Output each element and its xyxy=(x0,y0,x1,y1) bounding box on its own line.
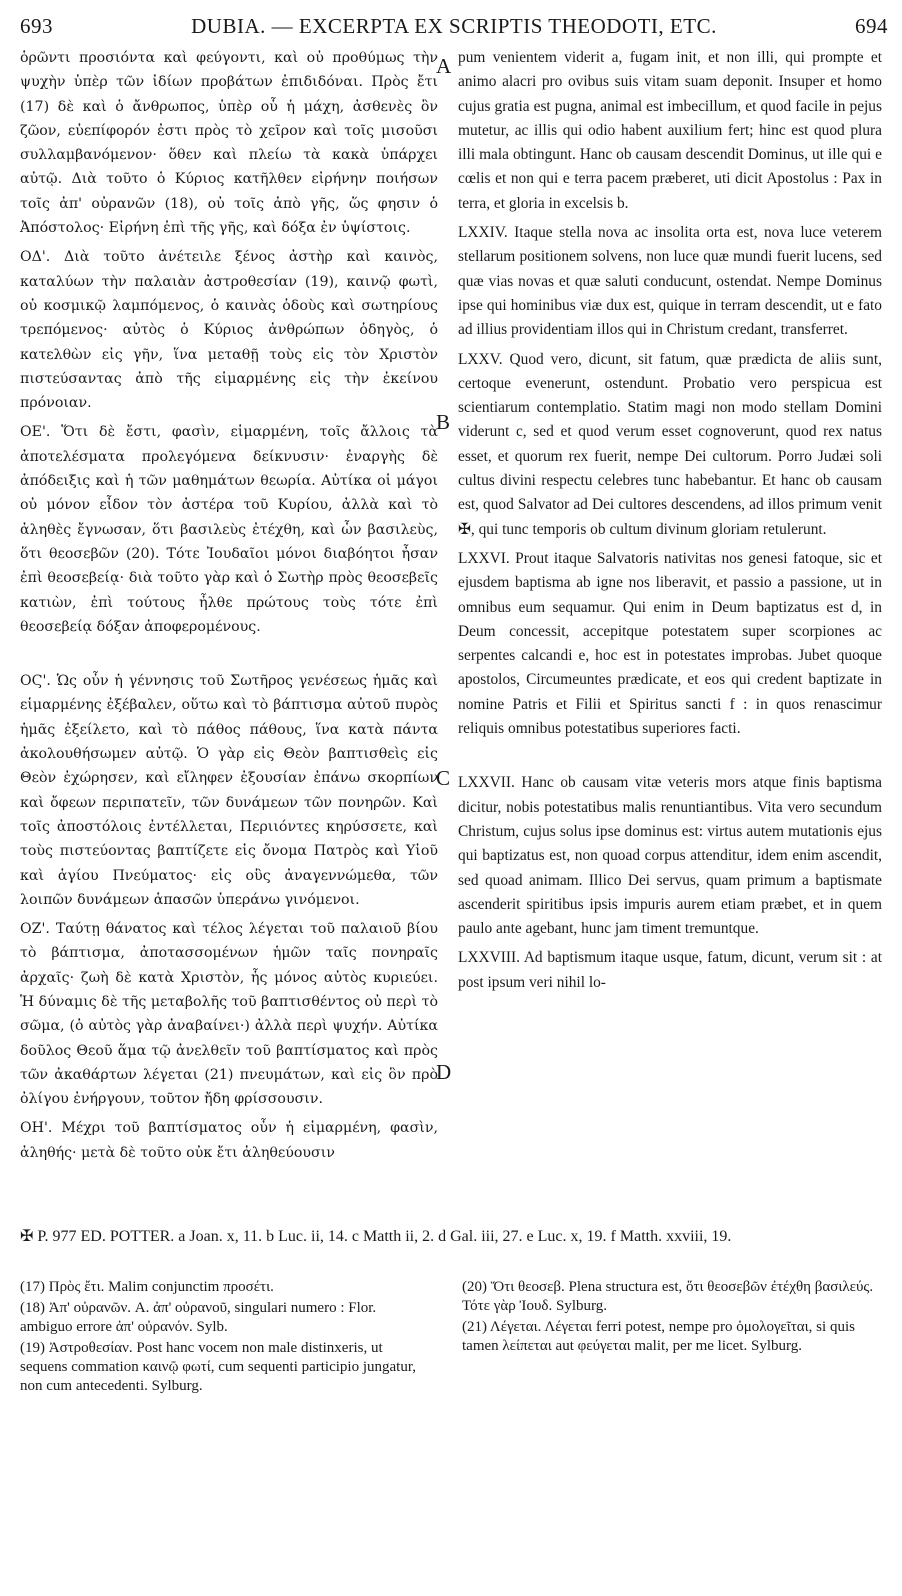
critical-notes-right xyxy=(462,1278,882,1358)
greek-paragraph: ΟΖ'. Ταύτῃ θάνατος καὶ τέλος λέγεται τοῦ παλαιοῦ βίου τὸ βάπτισμα, ἀποτασσομένων ἡμῶν ταῖς πονηραῖς ἀρχαῖς· ζωὴ δὲ κατὰ Χριστὸν, ἧς μόνος αὐτὸς κυριεύει. Ἡ δύναμις δὲ τῆς μεταβολῆς τοῦ βαπτισθέντος οὐ περὶ τὸ σῶμα, (ὁ αὐτὸς γὰρ ἀναβαίνει·) ἀλλὰ περὶ ψυχήν. Αὐτίκα δοῦλος Θεοῦ ἅμα τῷ ἀνελθεῖν τοῦ βαπτίσματος καὶ πρὸς τῶν ἀκαθάρτων λέγεται (21) πνευμάτων, καὶ εἰς ὃν πρὸ ὀλίγου ἐνήργουν, τοῦτον ἤδη φρίσσουσιν. xyxy=(20,921,438,1108)
greek-paragraph: ὁρῶντι προσιόντα καὶ φεύγοντι, καὶ οὐ προθύμως τὴν ψυχὴν ὑπὲρ τῶν ἰδίων προβάτων ἐπιδιδόναι. Πρὸς ἔτι (17) δὲ καὶ ὁ ἄνθρωπος, ὑπὲρ οὗ ἡ μάχη, ἀσθενὲς ὂν ζῶον, εὐεπίφορόν ἐστι πρὸς τὸ χεῖρον καὶ τοῖς μισοῦσι συλλαμβανόμενον· ὅθεν καὶ πλείω τὰ κακὰ ὑπάρχει αὐτῷ. Διὰ τοῦτο ὁ Κύριος κατῆλθεν εἰρήνην ποιήσων τοῖς ἀπ' οὐρανῶν (18), οὐ τοῖς ἀπὸ γῆς, ὥς φησιν ὁ Ἀπόστολος· Εἰρήνη ἐπὶ τῆς γῆς, καὶ δόξα ἐν ὑψίστοις. xyxy=(20,50,438,237)
latin-paragraph: LXXVI. Prout itaque Salvatoris nativitas nos genesi fatoque, sic et ejusdem baptisma ab igne nos liberavit, et passio a passione, ut in omnibus eum sequamur. Qui enim in Deum baptizatus est d, in Deum concessit, accepitque potestatem super scorpiones ac serpentes calcandi e, hoc est in potestates improbas. Jubet quoque apostolos, Circumeuntes prædicate, et eos qui credent baptizate in nomine Patris et Filii et Spiritus sancti f : in quos renascimur reliquis omnibus potestatibus superiores facti. xyxy=(458,549,882,738)
greek-paragraph: ΟΗ'. Μέχρι τοῦ βαπτίσματος οὖν ἡ εἱμαρμένη, φασὶν, ἀληθής· μετὰ δὲ τοῦτο οὐκ ἔτι ἀληθεύουσιν xyxy=(20,1120,438,1161)
latin-paragraph: LXXIV. Itaque stella nova ac insolita orta est, nova luce veterem stellarum positionem solvens, non luce quæ mundi fuerit lucens, sed quæ vias novas et quæ saluti conducunt, ostendat. Nempe Dominus ipse qui hominibus viæ dux est, quique in terram descendit, ut e fato ad illius providentiam illos qui in Christum credant, transferret. xyxy=(458,224,882,339)
latin-paragraph: pum venientem viderit a, fugam init, et non illi, qui prompte et animo alacri pro ovibus suis vitam suam deponit. Insuper et homo cujus gratia est pugna, animal est imbecillum, et quod facile in pejus mutetur, ac illis qui odio habent auxilium fert; hinc est quod plura illi mala obtingunt. Hanc ob causam descendit Dominus, ut ille qui e cœlis et non qui e terra pacem præberet, uti dicit Apostolus : Pax in terra, et gloria in excelsis b. xyxy=(458,49,882,212)
latin-paragraph: LXXVIII. Ad baptismum itaque usque, fatum, dicunt, verum sit : at post ipsum veri nihil lo- xyxy=(458,949,882,991)
page-header xyxy=(20,14,888,40)
running-title: DUBIA. — EXCERPTA EX SCRIPTIS THEODOTI, ETC. xyxy=(191,14,717,38)
greek-column xyxy=(20,46,438,1170)
critical-notes-left xyxy=(20,1278,430,1398)
latin-paragraph: LXXV. Quod vero, dicunt, sit fatum, quæ prædicta de aliis sunt, certoque evenerunt, ostendunt. Probatio vero perspicua est scientiarum contemplatio. Statim magi non modo stellam Domini viderunt c, sed et quod verum esset cognoverunt, quod rex natus esset, et quorum rex fuerit, nempe Dei cultorum. Porro Judæi soli cultus divini respectu celebres tunc habebantur. Et hanc ob causam est, quod Salvator ad Dei cultores descendens, ad illos primum venit ✠, qui tunc temporis ob cultum divinum gloriam retulerunt. xyxy=(458,350,882,538)
margin-marker-d: D xyxy=(436,1060,452,1084)
greek-paragraph: ΟΔ'. Διὰ τοῦτο ἀνέτειλε ξένος ἀστὴρ καὶ καινὸς, καταλύων τὴν παλαιὰν ἀστροθεσίαν (19), καινῷ φωτὶ, οὐ κοσμικῷ λαμπόμενος, ὁ καινὰς ὁδοὺς καὶ σωτηρίους τρεπόμενος· αὐτὸς ὁ Κύριος ἀνθρώπων ὁδηγὸς, ὁ κατελθὼν εἰς γῆν, ἵνα μεταθῇ τοὺς εἰς τὸν Χριστὸν πιστεύσαντας ἀπὸ τῆς εἱμαρμένης εἰς τὴν ἐκείνου πρόνοιαν. xyxy=(20,249,438,412)
latin-paragraph: LXXVII. Hanc ob causam vitæ veteris mors atque finis baptisma dicitur, nobis potestatibus malis renuntiantibus. Vita vero secundum Christum, cujus solus ipse dominus est: virtus autem mutationis ejus qui baptizatus est, non quoad corpus attenditur, idem enim ascendit, sed quoad animam. Illico Dei servus, quam primum a baptismate ascenderit spiritibus ipsis impuris aurem etiam præbet, et in quem paulo ante agebant, hunc jam timent tremuntque. xyxy=(458,774,882,938)
margin-marker-c: C xyxy=(436,766,451,790)
latin-column xyxy=(458,46,882,1000)
margin-marker-a: A xyxy=(436,54,452,78)
note-21: (21) Λέγεται. Λέγεται ferri potest, nempe pro ὁμολογεῖται, si quis tamen λείπεται aut φεύγεται malit, per me licet. Sylburg. xyxy=(462,1319,855,1354)
note-17: (17) Πρὸς ἔτι. Malim conjunctim προσέτι. xyxy=(20,1279,274,1295)
margin-marker-b: B xyxy=(436,410,451,434)
note-18: (18) Ἀπ' οὐρανῶν. A. ἀπ' οὐρανοῦ, singulari numero : Flor. ambiguo errore ἀπ' οὐρανόν. Sylb. xyxy=(20,1300,377,1335)
greek-paragraph: ΟϚ'. Ὡς οὖν ἡ γέννησις τοῦ Σωτῆρος γενέσεως ἡμᾶς καὶ εἱμαρμένης ἐξέβαλεν, οὕτω καὶ τὸ βάπτισμα αὐτοῦ πυρὸς ἡμᾶς ἐξείλετο, καὶ τὸ πάθος πάθους, ἵνα κατὰ πάντα ἀκολουθήσωμεν αὐτῷ. Ὁ γὰρ εἰς Θεὸν βαπτισθεὶς εἰς Θεὸν ἐχώρησεν, καὶ εἴληφεν ἐξουσίαν ἐπάνω σκορπίων καὶ ὄφεων περιπατεῖν, τῶν δυνάμεων τῶν πονηρῶν. Καὶ τοῖς ἀποστόλοις ἐντέλλεται, Περιιόντες κηρύσσετε, καὶ τοὺς πιστεύοντας βαπτίζετε εἰς ὄνομα Πατρὸς καὶ Υἱοῦ καὶ ἁγίου Πνεύματος· εἰς οὓς ἀναγεννώμεθα, τῶν λοιπῶν δυνάμεων ἁπασῶν ὑπεράνω γινόμενοι. xyxy=(20,673,438,908)
scripture-references: ✠ P. 977 ED. POTTER. a Joan. x, 11. b Luc. ii, 14. c Matth ii, 2. d Gal. iii, 27. e Luc. x, 19. f Matth. xxviii, 19. xyxy=(20,1228,732,1245)
note-19: (19) Ἀστροθεσίαν. Post hanc vocem non male distinxeris, ut sequens commation καινῷ φωτί, cum sequenti participio jungatur, non cum antecedenti. Sylburg. xyxy=(20,1340,416,1394)
greek-paragraph: ΟΕ'. Ὅτι δὲ ἔστι, φασὶν, εἱμαρμένη, τοῖς ἄλλοις τὰ ἀποτελέσματα προλεγόμενα δείκνυσιν· ἐναργὴς δὲ ἀπόδειξις καὶ ἡ τῶν μαθημάτων θεωρία. Αὐτίκα οἱ μάγοι οὐ μόνον εἶδον τὸν ἀστέρα τοῦ Κυρίου, ἀλλὰ καὶ τὸ ἀληθὲς ἔγνωσαν, ὅτι βασιλεὺς ἐτέχθη, καὶ ὧν βασιλεὺς, ὅτι θεοσεβῶν (20). Τότε Ἰουδαῖοι μόνοι διαβόητοι ἦσαν ἐπὶ θεοσεβείᾳ· διὰ τοῦτο γὰρ καὶ ὁ Σωτὴρ πρὸς θεοσεβεῖς κατιὼν, ἐπὶ τούτους ἦλθε πρώτους τοὺς τότε ἐπὶ θεοσεβείᾳ δόξαν ἀποφερομένους. xyxy=(20,424,438,635)
note-20: (20) Ὅτι θεοσεβ. Plena structura est, ὅτι θεοσεβῶν ἐτέχθη βασιλεύς. Τότε γὰρ Ἰουδ. Sylburg. xyxy=(462,1279,874,1314)
page-number-right: 694 xyxy=(855,14,888,38)
page-number-left: 693 xyxy=(20,14,53,38)
